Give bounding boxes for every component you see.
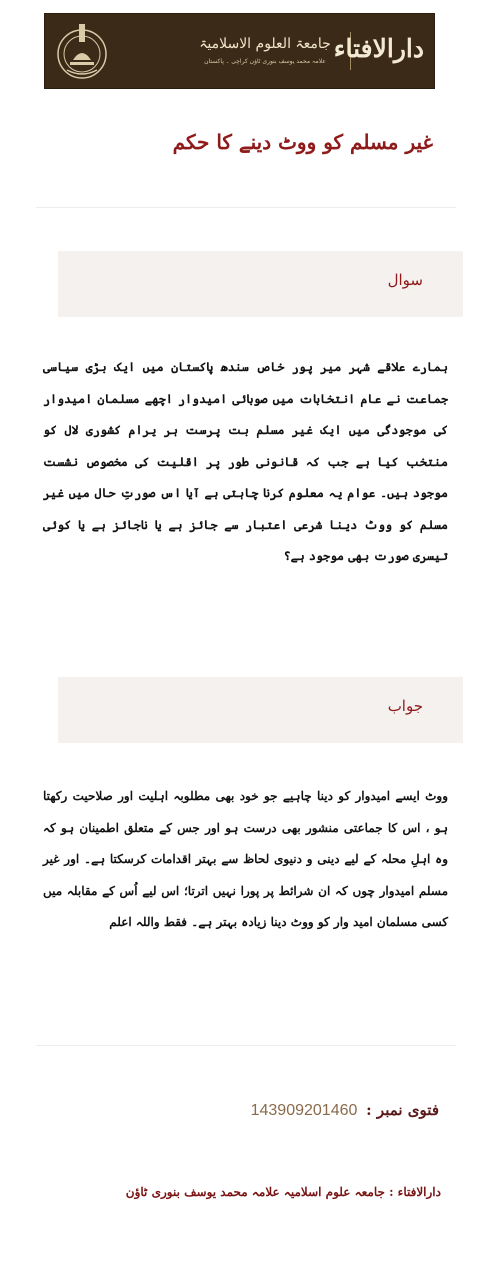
footer-text: دارالافتاء : جامعہ علوم اسلامیہ علامہ محمد یوسف بنوری ٹاؤن xyxy=(125,1185,441,1199)
divider xyxy=(36,1045,456,1046)
fatwa-number-label: فتوی نمبر : xyxy=(366,1101,439,1119)
institution-subtitle: علامہ محمد یوسف بنوری ٹاؤن کراچی ۔ پاکستان xyxy=(204,58,326,65)
header-banner xyxy=(44,13,435,89)
question-header xyxy=(58,251,463,317)
department-title: دارالافتاء xyxy=(333,34,424,63)
fatwa-number xyxy=(251,1101,439,1120)
fatwa-title: غیر مسلم کو ووٹ دینے کا حکم xyxy=(172,130,433,154)
divider xyxy=(36,207,456,208)
institution-name: جامعۃ العلوم الاسلامیۃ xyxy=(199,36,331,52)
question-text: ہمارے علاقے شہر میر پور خاص سندھ پاکستان میں ایک بڑی سیاسی جماعت نے عام انتخابات میں صوبائی امیدوار اچھے مسلمان امیدوار کی موجودگی میں ایک غیر مسلم بت پرست ہر یرام کشوری لال کو منتخب کیا ہے جب کہ قانونی طور پر اقلیت کی مخصوص نشست موجود ہیں۔ عوام یہ معلوم کرنا چاہتی ہے آیا اس صورتِ حال میں غیر مسلم کو ووٹ دینا شرعی اعتبار سے جائز ہے یا ناجائز ہے یا کوئی تیسری صورت بھی موجود ہے؟ xyxy=(43,360,448,563)
answer-heading: جواب xyxy=(387,697,423,715)
question-heading: سوال xyxy=(387,271,423,289)
institution-seal-icon xyxy=(53,20,111,82)
answer-text: ووٹ ایسے امیدوار کو دینا چاہیے جو خود بھی مطلوبہ اہلیت اور صلاحیت رکھتا ہو ، اس کا جماعتی منشور بھی درست ہو اور جس کے متعلق اطمینان ہو کہ وہ اہلِ محلہ کے لیے دینی و دنیوی لحاظ سے بہتر اقدامات کرسکتا ہے۔ اور غیر مسلم امیدوار چوں کہ ان شرائط پر پورا نہیں اترتا؛ اس لیے اُس کے مقابلہ میں کسی مسلمان امید وار کو ووٹ دینا زیادہ بہتر ہے۔ فقط واللہ اعلم xyxy=(43,789,448,929)
fatwa-number-value: 143909201460 xyxy=(250,1102,358,1119)
answer-header xyxy=(58,677,463,743)
